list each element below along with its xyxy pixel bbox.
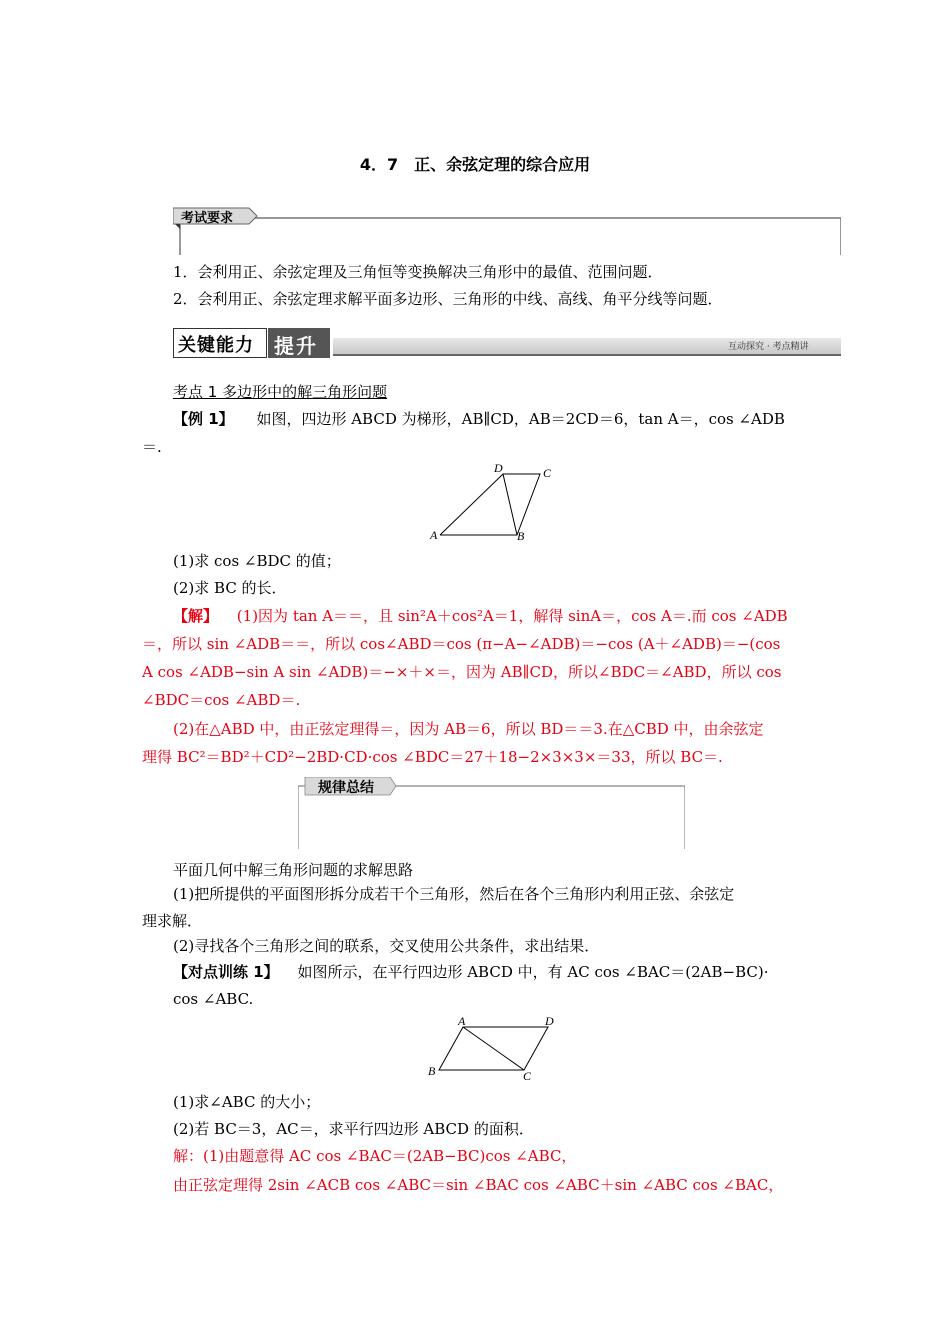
training-1 [173, 962, 769, 982]
solution-line-2: ＝，所以 sin ∠ADB＝＝，所以 cos∠ABD＝cos (π−A−∠ADB)＝−cos (A＋∠ADB)＝−(cos [142, 635, 781, 653]
example-text-cont: ＝. [142, 438, 162, 456]
solution-line-1 [173, 606, 788, 626]
training-solution-1: 解：(1)由题意得 AC cos ∠BAC＝(2AB−BC)cos ∠ABC， [173, 1147, 577, 1165]
key-ability-banner [173, 328, 331, 358]
summary-p2: (2)寻找各个三角形之间的联系，交叉使用公共条件，求出结果． [173, 937, 600, 955]
label-c2: C [523, 1069, 532, 1083]
summary-tag: 规律总结 [318, 780, 374, 796]
training-text-cont: cos ∠ABC. [173, 990, 254, 1008]
label-d2: D [545, 1014, 554, 1028]
label-d: D [494, 461, 503, 475]
solution-line-3: A cos ∠ADB−sin A sin ∠ADB)＝−×＋×＝，因为 AB∥CD，所以∠BDC＝∠ABD，所以 cos [142, 663, 782, 681]
label-a2: A [458, 1014, 466, 1028]
label-b: B [517, 529, 525, 543]
label-c: C [543, 466, 552, 480]
solution-tag: 【解】 [173, 607, 219, 625]
page-title: 4．7 正、余弦定理的综合应用 [359, 155, 591, 174]
requirements-tag: 考试要求 [181, 211, 234, 226]
example-tag: 【例 1】 [173, 410, 234, 428]
label-b2: B [428, 1064, 436, 1078]
banner-right-text: 提升 [274, 334, 318, 358]
requirements-frame [173, 205, 841, 255]
training-q2: (2)若 BC＝3，AC＝，求平行四边形 ABCD 的面积． [173, 1120, 534, 1138]
trapezoid-figure [425, 458, 565, 544]
question-1: (1)求 cos ∠BDC 的值； [173, 552, 341, 570]
training-q1: (1)求∠ABC 的大小； [173, 1093, 321, 1111]
banner-subtitle: 互动探究 · 考点精讲 [728, 342, 809, 352]
summary-p1a: (1)把所提供的平面图形拆分成若干个三角形，然后在各个三角形内利用正弦、余弦定 [173, 885, 735, 903]
label-a: A [430, 528, 438, 542]
solution-line-5: (2)在△ABD 中，由正弦定理得＝，因为 AB＝6，所以 BD＝＝3.在△CBD 中，由余弦定 [173, 720, 764, 738]
summary-heading: 平面几何中解三角形问题的求解思路 [173, 861, 414, 879]
example-text: 如图，四边形 ABCD 为梯形，AB∥CD，AB＝2CD＝6，tan A＝，cos ∠ADB [256, 410, 785, 428]
banner-left-text: 关键能力 [178, 335, 254, 356]
solution-line-4: ∠BDC＝cos ∠ABD＝. [142, 691, 301, 709]
requirement-item-2: 2．会利用正、余弦定理求解平面多边形、三角形的中线、高线、角平分线等问题． [173, 290, 723, 308]
training-tag: 【对点训练 1】 [173, 963, 279, 981]
solution-line-6: 理得 BC²＝BD²＋CD²−2BD·CD·cos ∠BDC＝27＋18−2×3×3×＝33，所以 BC＝. [142, 748, 723, 766]
requirement-item-1: 1．会利用正、余弦定理及三角恒等变换解决三角形中的最值、范围问题． [173, 263, 663, 281]
training-solution-2: 由正弦定理得 2sin ∠ACB cos ∠ABC＝sin ∠BAC cos ∠ABC＋sin ∠ABC cos ∠BAC， [173, 1176, 784, 1194]
example-1 [173, 409, 785, 429]
training-text: 如图所示，在平行四边形 ABCD 中，有 AC cos ∠BAC＝(2AB−BC)· [297, 963, 769, 981]
solution-text-1: (1)因为 tan A＝＝，且 sin²A＋cos²A＝1，解得 sinA＝，cos A＝.而 cos ∠ADB [236, 607, 788, 625]
parallelogram-figure [425, 1012, 560, 1084]
section-heading: 考点 1 多边形中的解三角形问题 [173, 383, 388, 401]
question-2: (2)求 BC 的长． [173, 579, 287, 597]
summary-p1b: 理求解． [142, 912, 203, 930]
